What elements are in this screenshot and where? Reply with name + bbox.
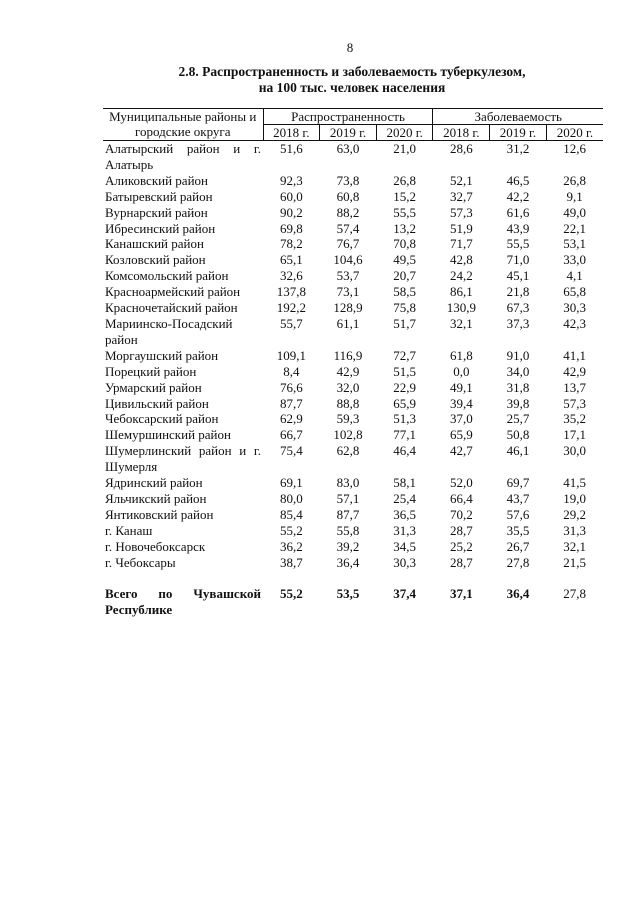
row-value-cell: 20,7 (393, 268, 417, 284)
row-value-cell: 61,8 (449, 347, 473, 363)
row-value-cell: 46,1 (506, 443, 530, 459)
row-value-cell: 192,2 (276, 300, 306, 316)
row-value-cell: 72,7 (393, 347, 417, 363)
row-value-cell: 65,9 (449, 427, 473, 443)
row-municipality-name: Шумерлинский район и г. Шумерля (105, 443, 262, 475)
row-value-cell: 32,7 (449, 188, 473, 204)
row-value-cell: 87,7 (279, 395, 303, 411)
table-title-line-2: на 100 тыс. человек населения (258, 80, 446, 95)
row-municipality-name: Шемуршинский район (105, 427, 231, 443)
row-value-cell: 80,0 (279, 490, 303, 506)
row-municipality-name: Чебоксарский район (105, 411, 219, 427)
row-value-cell: 55,2 (279, 586, 303, 602)
row-value-cell: 36,2 (279, 538, 303, 554)
row-value-cell: 42,9 (336, 363, 360, 379)
row-municipality-name: Козловский район (105, 252, 206, 268)
row-value-cell: 24,2 (449, 268, 473, 284)
row-value-cell: 28,7 (449, 554, 473, 570)
table-row (103, 268, 603, 284)
row-value-cell: 4,1 (566, 268, 583, 284)
row-value-cell: 76,7 (336, 236, 360, 252)
row-value-cell: 38,7 (279, 554, 303, 570)
row-value-cell: 42,3 (563, 315, 587, 331)
row-value-cell: 49,5 (393, 252, 417, 268)
row-value-cell: 69,8 (279, 220, 303, 236)
row-value-cell: 27,8 (563, 586, 587, 602)
table-row (103, 348, 603, 364)
table-row (103, 236, 603, 252)
table-row (103, 252, 603, 268)
row-value-cell: 29,2 (563, 506, 587, 522)
row-value-cell: 31,8 (506, 379, 530, 395)
row-value-cell: 104,6 (333, 252, 363, 268)
row-value-cell: 22,9 (393, 379, 417, 395)
row-value-cell: 31,3 (563, 522, 587, 538)
table-row (103, 189, 603, 205)
row-value-cell: 52,1 (449, 172, 473, 188)
row-value-cell: 59,3 (336, 411, 360, 427)
row-value-cell: 43,9 (506, 220, 530, 236)
row-value-cell: 35,5 (506, 522, 530, 538)
table-total-row (103, 570, 603, 618)
row-value-cell: 49,0 (563, 204, 587, 220)
column-header-year: 2020 г. (546, 125, 603, 141)
row-value-cell: 75,8 (393, 300, 417, 316)
row-value-cell: 43,7 (506, 490, 530, 506)
row-value-cell: 58,1 (393, 475, 417, 491)
row-value-cell: 36,5 (393, 506, 417, 522)
row-value-cell: 30,3 (563, 300, 587, 316)
row-value-cell: 58,5 (393, 284, 417, 300)
row-value-cell: 45,1 (506, 268, 530, 284)
row-value-cell: 55,2 (279, 522, 303, 538)
row-value-cell: 21,0 (393, 141, 417, 156)
row-municipality-name: Канашский район (105, 236, 204, 252)
column-header-year: 2020 г. (376, 125, 433, 141)
row-value-cell: 57,1 (336, 490, 360, 506)
row-value-cell: 86,1 (449, 284, 473, 300)
row-value-cell: 67,3 (506, 300, 530, 316)
row-value-cell: 12,6 (563, 141, 587, 156)
row-value-cell: 69,1 (279, 475, 303, 491)
row-value-cell: 37,0 (449, 411, 473, 427)
row-value-cell: 88,8 (336, 395, 360, 411)
row-value-cell: 60,0 (279, 188, 303, 204)
row-value-cell: 65,1 (279, 252, 303, 268)
row-municipality-name: г. Чебоксары (105, 554, 176, 570)
row-value-cell: 30,3 (393, 554, 417, 570)
row-value-cell: 25,7 (506, 411, 530, 427)
row-value-cell: 13,2 (393, 220, 417, 236)
column-header-year: 2018 г. (433, 125, 490, 141)
row-value-cell: 116,9 (333, 347, 363, 363)
row-value-cell: 70,8 (393, 236, 417, 252)
row-municipality-name: г. Канаш (105, 522, 153, 538)
row-value-cell: 75,4 (279, 443, 303, 459)
row-value-cell: 36,4 (506, 586, 530, 602)
row-municipality-name: Урмарский район (105, 379, 202, 395)
row-value-cell: 37,3 (506, 315, 530, 331)
row-value-cell: 0,0 (453, 363, 470, 379)
table-row (103, 205, 603, 221)
row-value-cell: 30,0 (563, 443, 587, 459)
row-value-cell: 76,6 (279, 379, 303, 395)
row-value-cell: 34,5 (393, 538, 417, 554)
column-header-year: 2019 г. (490, 125, 547, 141)
row-municipality-name: Мариинско-Посадский район (105, 315, 233, 347)
row-value-cell: 19,0 (563, 490, 587, 506)
row-value-cell: 91,0 (506, 347, 530, 363)
table-row (103, 141, 603, 173)
row-value-cell: 78,2 (279, 236, 303, 252)
row-value-cell: 51,6 (279, 141, 303, 156)
table-row (103, 364, 603, 380)
row-value-cell: 32,0 (336, 379, 360, 395)
row-value-cell: 9,1 (566, 188, 583, 204)
row-value-cell: 22,1 (563, 220, 587, 236)
row-value-cell: 35,2 (563, 411, 587, 427)
row-value-cell: 17,1 (563, 427, 587, 443)
row-value-cell: 55,5 (393, 204, 417, 220)
table-row (103, 443, 603, 475)
row-value-cell: 39,8 (506, 395, 530, 411)
table-row (103, 411, 603, 427)
row-municipality-name: г. Новочебоксарск (105, 538, 206, 554)
row-value-cell: 109,1 (276, 347, 306, 363)
row-value-cell: 42,2 (506, 188, 530, 204)
row-value-cell: 32,1 (449, 315, 473, 331)
row-value-cell: 55,5 (506, 236, 530, 252)
table-row (103, 396, 603, 412)
row-value-cell: 41,5 (563, 475, 587, 491)
table-row (103, 316, 603, 348)
column-header-year: 2019 г. (320, 125, 377, 141)
row-value-cell: 50,8 (506, 427, 530, 443)
row-value-cell: 42,9 (563, 363, 587, 379)
row-value-cell: 28,6 (449, 141, 473, 156)
table-row (103, 173, 603, 189)
row-value-cell: 53,5 (336, 586, 360, 602)
row-value-cell: 26,8 (393, 172, 417, 188)
row-municipality-name: Моргаушский район (105, 347, 219, 363)
row-value-cell: 25,2 (449, 538, 473, 554)
row-value-cell: 53,1 (563, 236, 587, 252)
row-value-cell: 46,4 (393, 443, 417, 459)
table-body (103, 141, 603, 619)
row-value-cell: 77,1 (393, 427, 417, 443)
table-title (0, 64, 640, 96)
row-value-cell: 66,7 (279, 427, 303, 443)
row-municipality-name: Алатырский район и г. Алатырь (105, 141, 262, 172)
row-value-cell: 51,5 (393, 363, 417, 379)
row-value-cell: 42,8 (449, 252, 473, 268)
row-value-cell: 39,2 (336, 538, 360, 554)
row-value-cell: 73,1 (336, 284, 360, 300)
row-value-cell: 33,0 (563, 252, 587, 268)
row-municipality-name: Комсомольский район (105, 268, 229, 284)
row-value-cell: 55,8 (336, 522, 360, 538)
row-value-cell: 21,8 (506, 284, 530, 300)
row-value-cell: 26,8 (563, 172, 587, 188)
row-value-cell: 57,4 (336, 220, 360, 236)
row-value-cell: 37,4 (393, 586, 417, 602)
row-municipality-name: Красночетайский район (105, 300, 238, 316)
table-row (103, 523, 603, 539)
row-value-cell: 55,7 (279, 315, 303, 331)
row-value-cell: 27,8 (506, 554, 530, 570)
row-value-cell: 128,9 (333, 300, 363, 316)
row-value-cell: 71,7 (449, 236, 473, 252)
row-value-cell: 90,2 (279, 204, 303, 220)
column-group-incidence: Заболеваемость (433, 109, 603, 125)
table-row (103, 284, 603, 300)
row-value-cell: 34,0 (506, 363, 530, 379)
row-value-cell: 53,7 (336, 268, 360, 284)
row-value-cell: 26,7 (506, 538, 530, 554)
row-value-cell: 87,7 (336, 506, 360, 522)
row-value-cell: 70,2 (449, 506, 473, 522)
table-row (103, 380, 603, 396)
row-value-cell: 25,4 (393, 490, 417, 506)
row-municipality-name: Батыревский район (105, 188, 213, 204)
table-row (103, 507, 603, 523)
row-value-cell: 46,5 (506, 172, 530, 188)
column-header-year: 2018 г. (263, 125, 320, 141)
row-value-cell: 65,8 (563, 284, 587, 300)
row-value-cell: 57,3 (563, 395, 587, 411)
row-value-cell: 73,8 (336, 172, 360, 188)
row-value-cell: 60,8 (336, 188, 360, 204)
row-value-cell: 51,7 (393, 315, 417, 331)
row-value-cell: 69,7 (506, 475, 530, 491)
row-value-cell: 21,5 (563, 554, 587, 570)
row-value-cell: 51,3 (393, 411, 417, 427)
row-value-cell: 85,4 (279, 506, 303, 522)
row-municipality-name: Порецкий район (105, 363, 197, 379)
table-row (103, 221, 603, 237)
row-value-cell: 32,6 (279, 268, 303, 284)
table-row (103, 427, 603, 443)
row-value-cell: 41,1 (563, 347, 587, 363)
row-value-cell: 13,7 (563, 379, 587, 395)
row-value-cell: 37,1 (449, 586, 473, 602)
row-value-cell: 137,8 (276, 284, 306, 300)
row-value-cell: 36,4 (336, 554, 360, 570)
row-value-cell: 63,0 (336, 141, 360, 156)
row-value-cell: 49,1 (449, 379, 473, 395)
row-municipality-name: Яльчикский район (105, 490, 207, 506)
row-value-cell: 62,8 (336, 443, 360, 459)
row-value-cell: 15,2 (393, 188, 417, 204)
row-municipality-name: Янтиковский район (105, 506, 214, 522)
row-value-cell: 92,3 (279, 172, 303, 188)
page-number: 8 (346, 40, 354, 55)
row-municipality-name: Ибресинский район (105, 220, 216, 236)
row-municipality-name: Всего по Чувашской Республике (105, 586, 262, 618)
tuberculosis-table (103, 108, 603, 618)
row-value-cell: 130,9 (446, 300, 476, 316)
row-value-cell: 51,9 (449, 220, 473, 236)
row-value-cell: 31,2 (506, 141, 530, 156)
row-value-cell: 66,4 (449, 490, 473, 506)
row-municipality-name: Аликовский район (105, 172, 208, 188)
row-value-cell: 32,1 (563, 538, 587, 554)
table-row (103, 491, 603, 507)
row-value-cell: 62,9 (279, 411, 303, 427)
row-municipality-name: Ядринский район (105, 475, 203, 491)
row-value-cell: 57,3 (449, 204, 473, 220)
table-row (103, 555, 603, 571)
row-value-cell: 102,8 (333, 427, 363, 443)
row-municipality-name: Цивильский район (105, 395, 209, 411)
row-municipality-name: Вурнарский район (105, 204, 208, 220)
row-value-cell: 71,0 (506, 252, 530, 268)
table-row (103, 300, 603, 316)
row-value-cell: 61,6 (506, 204, 530, 220)
row-value-cell: 31,3 (393, 522, 417, 538)
row-value-cell: 52,0 (449, 475, 473, 491)
table-row (103, 475, 603, 491)
row-value-cell: 8,4 (283, 363, 300, 379)
column-group-prevalence: Распространенность (263, 109, 433, 125)
row-value-cell: 88,2 (336, 204, 360, 220)
row-municipality-name: Красноармейский район (105, 284, 241, 300)
table-row (103, 539, 603, 555)
row-value-cell: 57,6 (506, 506, 530, 522)
row-value-cell: 39,4 (449, 395, 473, 411)
table-title-line-1: 2.8. Распространенность и заболеваемость туберкулезом, (178, 64, 526, 79)
row-value-cell: 65,9 (393, 395, 417, 411)
column-header-municipality: Муниципальные районы и городские округа (103, 109, 263, 141)
row-value-cell: 61,1 (336, 315, 360, 331)
row-value-cell: 28,7 (449, 522, 473, 538)
row-value-cell: 83,0 (336, 475, 360, 491)
row-value-cell: 42,7 (449, 443, 473, 459)
